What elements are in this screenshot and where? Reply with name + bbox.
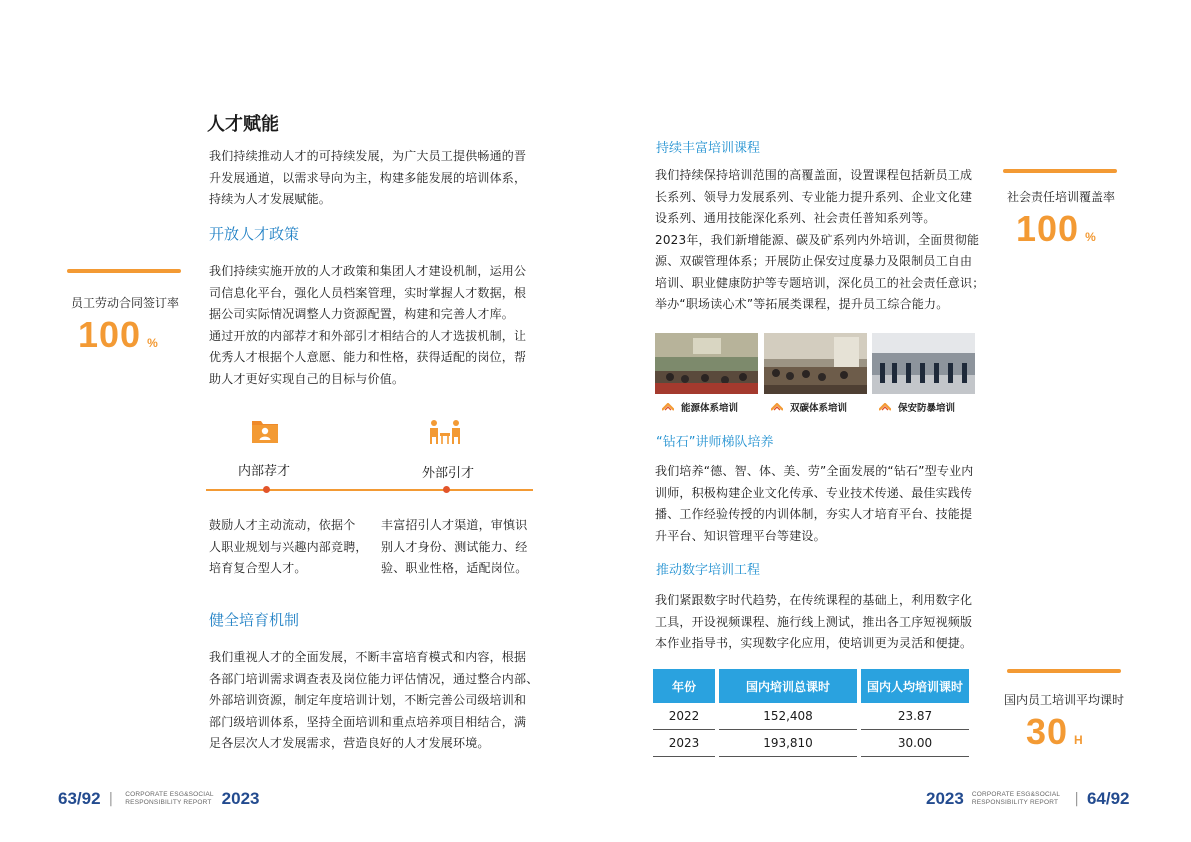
text-line: 验、职业性格，适配岗位。	[381, 561, 528, 575]
contract-rate-value: 100	[78, 314, 142, 355]
left-page-number: 63/92	[58, 789, 101, 808]
text-line: 培训、职业健康防护等专题培训，深化员工的社会责任意识；	[655, 275, 985, 290]
right-footer	[926, 789, 1130, 809]
text-line: 长系列、领导力发展系列、专业能力提升系列、企业文化建	[655, 189, 973, 204]
text-line: 司信息化平台，强化人员档案管理，实时掌握人才数据，根	[209, 285, 527, 300]
caption-text: 双碳体系培训	[790, 403, 848, 414]
stat-accent-bar	[67, 269, 181, 273]
text-line: 鼓励人才主动流动，依据个	[209, 518, 356, 532]
right-page-number: 64/92	[1086, 789, 1130, 808]
report-year: 2023	[221, 789, 260, 808]
text-line: 训师，积极构建企业文化传承、专业技术传递、最佳实践传	[655, 485, 973, 500]
text-line: 我们持续实施开放的人才政策和集团人才建设机制，运用公	[209, 264, 527, 278]
stat-accent-bar	[1007, 669, 1121, 673]
table-cell: 2023	[653, 730, 715, 757]
digital-training-paragraph	[655, 590, 985, 655]
text-line: 人职业规划与兴趣内部竞聘，	[209, 539, 368, 554]
text-line: 2023年，我们新增能源、碳及矿系列内外培训，全面贯彻能	[655, 232, 980, 247]
report-name-line: CORPORATE ESG&SOCIAL	[125, 791, 214, 798]
contract-rate-unit: %	[147, 336, 158, 350]
external-recruit-text	[381, 515, 541, 580]
open-policy-heading: 开放人才政策	[209, 225, 300, 243]
intro-line: 我们持续推动人才的可持续发展，为广大员工提供畅通的晋	[209, 149, 527, 163]
footer-separator: |	[108, 791, 114, 807]
table-row	[653, 703, 969, 730]
timeline-divider	[206, 489, 533, 491]
external-recruit-label: 外部引才	[422, 466, 475, 481]
photo-caption	[662, 400, 738, 414]
report-name	[972, 791, 1060, 807]
people-meeting-icon	[428, 419, 464, 449]
report-name-line: CORPORATE ESG&SOCIAL	[971, 791, 1061, 798]
text-line: 别人才身份、测试能力、经	[381, 539, 528, 554]
internal-recruit-label: 内部荐才	[238, 464, 291, 479]
csr-training-rate-value: 100	[1016, 208, 1080, 249]
training-hours-table	[649, 669, 973, 757]
csr-training-rate-label: 社会责任培训覆盖率	[1006, 190, 1115, 204]
intro-line: 升发展通道，以需求导向为主，构建多能发展的培训体系，	[209, 170, 527, 185]
timeline-dot	[263, 486, 270, 493]
report-name-line: RESPONSIBILITY REPORT	[125, 799, 212, 806]
left-footer	[58, 789, 260, 809]
text-line: 外部培训资源，制定年度培训计划，不断完善公司级培训和	[209, 693, 527, 707]
text-line: 举办“职场读心术”等拓展类课程，提升员工综合能力。	[655, 297, 949, 311]
table-cell: 2022	[653, 703, 715, 730]
caption-text: 保安防暴培训	[898, 403, 956, 414]
table-header-row	[653, 669, 969, 703]
text-line: 源、双碳管理体系；开展防止保安过度暴力及限制员工自由	[655, 254, 973, 268]
stat-accent-bar	[1003, 169, 1117, 173]
avg-training-hours-label: 国内员工培训平均课时	[1003, 693, 1124, 707]
carbon-training-photo	[764, 333, 867, 394]
text-line: 助人才更好实现自己的目标与价值。	[209, 371, 405, 386]
text-line: 我们持续保持培训范围的高覆盖面，设置课程包括新员工成	[655, 168, 973, 182]
report-name-line: RESPONSIBILITY REPORT	[971, 799, 1059, 806]
open-policy-paragraph	[209, 261, 539, 390]
text-line: 培育复合型人才。	[209, 561, 307, 575]
timeline-dot	[443, 486, 450, 493]
chevron-up-icon	[879, 403, 891, 411]
lecturers-paragraph	[655, 461, 985, 547]
table-cell: 193,810	[719, 730, 857, 757]
text-line: 足各层次人才发展需求，营造良好的人才发展环境。	[209, 736, 490, 750]
training-mechanism-paragraph	[209, 647, 539, 755]
table-row	[653, 730, 969, 757]
text-line: 各部门培训需求调查表及岗位能力评估情况，通过整合内部、	[209, 671, 539, 686]
internal-recruit-text	[209, 515, 379, 580]
intro-paragraph	[209, 146, 539, 211]
table-header: 国内人均培训课时	[861, 669, 969, 703]
text-line: 部门级培训体系，坚持全面培训和重点培养项目相结合，满	[209, 714, 527, 729]
text-line: 我们紧跟数字时代趋势，在传统课程的基础上，利用数字化	[655, 593, 973, 607]
text-line: 优秀人才根据个人意愿、能力和性格，获得适配的岗位，帮	[209, 350, 527, 364]
text-line: 通过开放的内部荐才和外部引才相结合的人才选拔机制，让	[209, 328, 527, 343]
table-cell: 30.00	[861, 730, 969, 757]
page-title: 人才赋能	[207, 114, 279, 135]
table-cell: 152,408	[719, 703, 857, 730]
text-line: 工具，开设视频课程、施行线上测试，推出各工序短视频版	[655, 614, 973, 629]
csr-training-rate-stat	[1016, 208, 1096, 250]
energy-training-photo	[655, 333, 758, 394]
text-line: 播、工作经验传授的内训体制，夯实人才培育平台、技能提	[655, 507, 973, 521]
chevron-up-icon	[662, 403, 674, 411]
report-year: 2023	[926, 789, 964, 808]
digital-training-heading: 推动数字培训工程	[656, 563, 761, 578]
intro-line: 持续为人才发展赋能。	[209, 192, 332, 206]
avg-training-hours-value: 30	[1026, 711, 1069, 752]
table-header: 国内培训总课时	[719, 669, 857, 703]
photo-caption	[879, 400, 955, 414]
text-line: 设系列、通用技能深化系列、社会责任普知系列等。	[655, 211, 936, 225]
folder-person-icon	[251, 418, 279, 448]
text-line: 我们重视人才的全面发展，不断丰富培育模式和内容，根据	[209, 650, 527, 664]
footer-separator: |	[1074, 791, 1079, 807]
security-training-photo	[872, 333, 975, 394]
avg-training-hours-unit: H	[1074, 733, 1083, 747]
photo-caption	[771, 400, 847, 414]
table-header: 年份	[653, 669, 715, 703]
avg-training-hours-stat	[1026, 711, 1083, 753]
training-mechanism-heading: 健全培育机制	[209, 611, 300, 629]
text-line: 本作业指导书，实现数字化应用，使培训更为灵活和便捷。	[655, 636, 973, 650]
csr-training-rate-unit: %	[1085, 230, 1096, 244]
contract-rate-label: 员工劳动合同签订率	[70, 296, 179, 310]
chevron-up-icon	[771, 403, 783, 411]
text-line: 丰富招引人才渠道，审慎识	[381, 518, 528, 532]
courses-heading: 持续丰富培训课程	[656, 141, 761, 156]
table-cell: 23.87	[861, 703, 969, 730]
text-line: 据公司实际情况调整人力资源配置，构建和完善人才库。	[209, 307, 515, 321]
lecturers-heading: “钻石”讲师梯队培养	[656, 435, 774, 450]
text-line: 我们培养“德、智、体、美、劳”全面发展的“钻石”型专业内	[655, 464, 974, 478]
text-line: 升平台、知识管理平台等建设。	[655, 528, 826, 543]
courses-paragraph	[655, 165, 985, 316]
report-name	[125, 791, 213, 807]
caption-text: 能源体系培训	[681, 403, 739, 414]
contract-rate-stat	[78, 314, 158, 356]
